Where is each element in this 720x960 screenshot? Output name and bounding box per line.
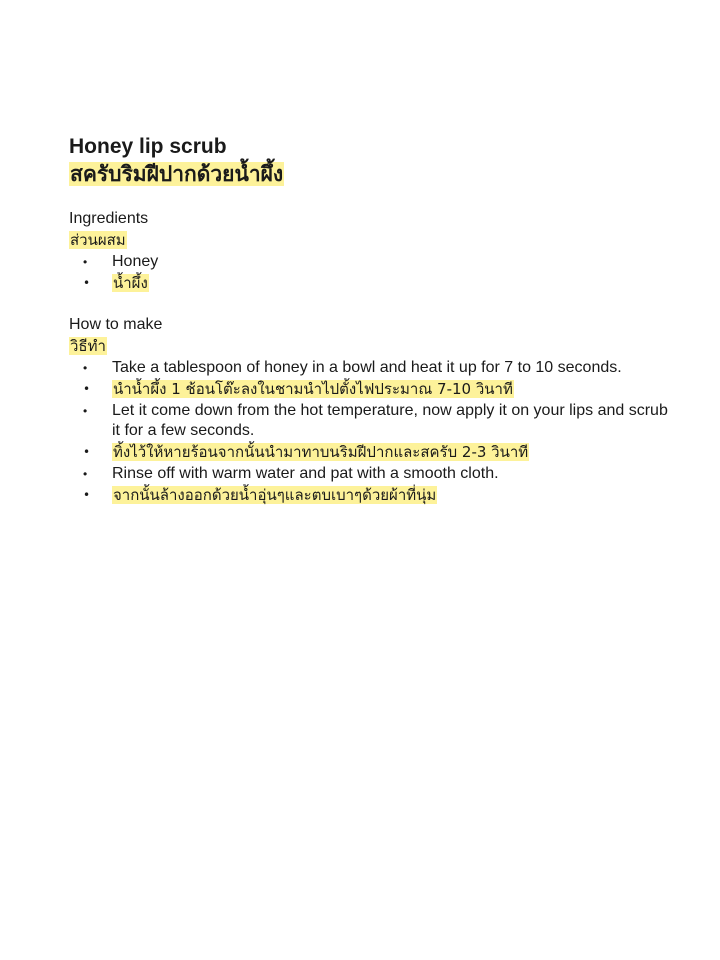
bullet-icon: •	[83, 467, 88, 481]
ingredient-item	[69, 273, 669, 294]
bullet-icon: •	[83, 382, 91, 396]
step-item	[69, 358, 669, 378]
step-item	[69, 485, 669, 506]
howto-heading-english: How to make	[69, 316, 163, 333]
step-item	[69, 379, 669, 400]
howto-section	[69, 314, 669, 506]
bullet-icon: •	[83, 361, 88, 375]
bullet-icon: •	[83, 445, 91, 459]
ingredient-text: Honey	[112, 253, 159, 270]
howto-heading-thai-highlight: วิธีทำ	[70, 337, 106, 355]
title-english: Honey lip scrub	[69, 135, 227, 158]
bullet-icon: •	[83, 276, 91, 290]
step-text: Let it come down from the hot temperature, now apply it on your lips and scrub it for a few seconds.	[112, 402, 668, 439]
ingredients-heading-english: Ingredients	[69, 210, 149, 227]
ingredients-section	[69, 208, 669, 294]
bullet-icon: •	[83, 488, 91, 502]
step-text: Rinse off with warm water and pat with a smooth cloth.	[112, 465, 499, 482]
ingredients-heading-thai-highlight: ส่วนผสม	[70, 231, 126, 249]
title-thai-highlight: สครับริมฝีปากด้วยน้ำผึ้ง	[70, 162, 284, 186]
title-thai	[69, 160, 669, 188]
document-page	[69, 134, 669, 507]
step-text: Take a tablespoon of honey in a bowl and heat it up for 7 to 10 seconds.	[112, 359, 622, 376]
title-block	[69, 134, 669, 188]
howto-steps-list	[69, 358, 669, 506]
bullet-icon: •	[83, 404, 88, 418]
ingredient-text: น้ำผึ้ง	[113, 274, 148, 292]
step-text: ทิ้งไว้ให้หายร้อนจากนั้นนำมาทาบนริมฝีปากและสครับ 2-3 วินาที	[113, 443, 529, 461]
step-text: นำน้ำผึ้ง 1 ช้อนโต๊ะลงในชามนำไปตั้งไฟประมาณ 7-10 วินาที	[113, 380, 513, 398]
bullet-icon: •	[83, 255, 88, 269]
step-item	[69, 442, 669, 463]
step-item	[69, 401, 669, 441]
ingredient-item	[69, 252, 669, 272]
howto-heading-thai	[69, 336, 669, 357]
ingredients-list	[69, 252, 669, 294]
step-item	[69, 464, 669, 484]
ingredients-heading-thai	[69, 230, 669, 251]
step-text: จากนั้นล้างออกด้วยน้ำอุ่นๆและตบเบาๆด้วยผ้าที่นุ่ม	[113, 486, 437, 504]
